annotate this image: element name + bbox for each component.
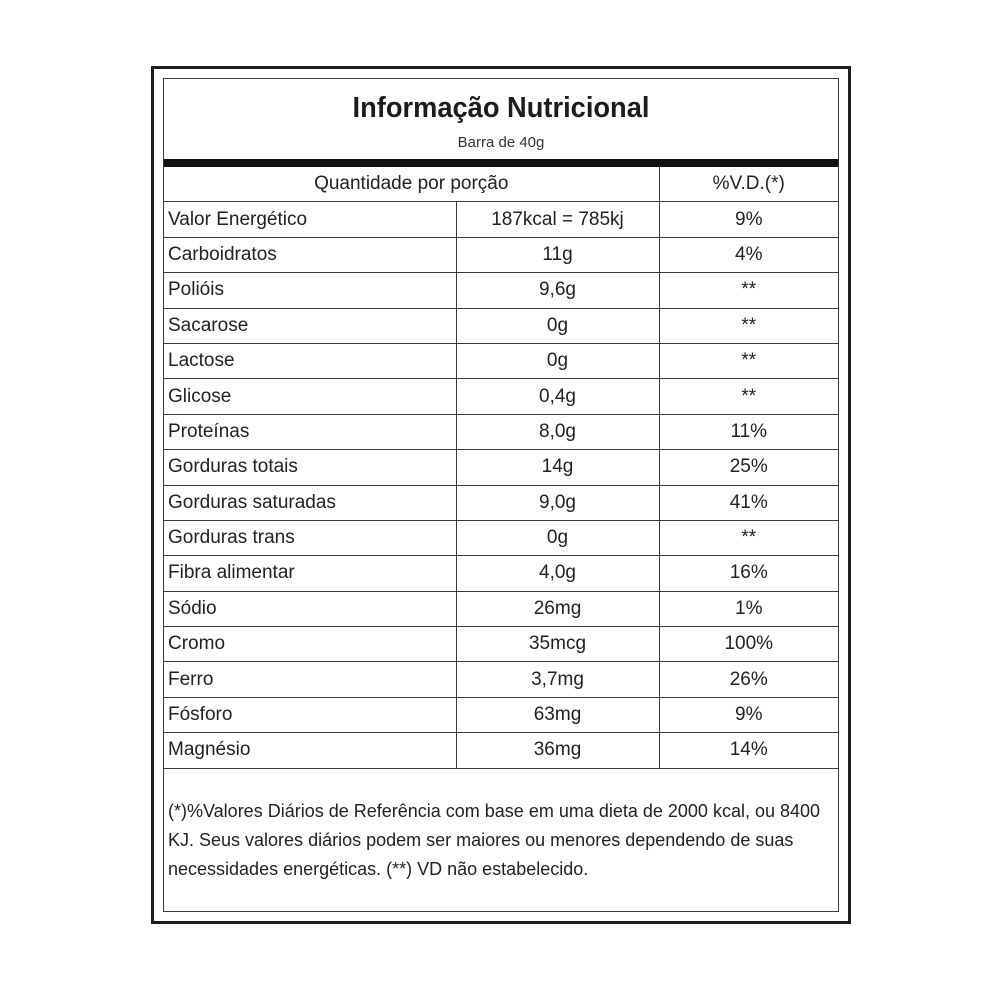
nutrition-label-inner-frame [163,78,839,912]
nutrient-name: Valor Energético [164,202,456,237]
nutrient-daily-value: 9% [659,697,838,732]
nutrient-quantity: 4,0g [456,556,659,591]
nutrient-row [164,343,838,378]
nutrient-row [164,556,838,591]
nutrient-name: Glicose [164,379,456,414]
nutrient-row [164,273,838,308]
nutrient-quantity: 9,6g [456,273,659,308]
nutrient-name: Gorduras totais [164,450,456,485]
nutrition-label [151,66,851,924]
column-header-daily-value: %V.D.(*) [659,167,838,202]
nutrient-name: Polióis [164,273,456,308]
nutrient-quantity: 0g [456,308,659,343]
nutrient-daily-value: 25% [659,450,838,485]
nutrient-daily-value: 1% [659,591,838,626]
nutrient-row [164,627,838,662]
nutrient-daily-value: 41% [659,485,838,520]
nutrient-daily-value: 26% [659,662,838,697]
nutrient-daily-value: ** [659,343,838,378]
nutrient-row [164,379,838,414]
nutrient-daily-value: ** [659,520,838,555]
footnote: (*)%Valores Diários de Referência com base em uma dieta de 2000 kcal, ou 8400 KJ. Seus valores diários podem ser maiores ou menores dependendo de suas necessidades energéticas. (**) VD não estabelecido. [168,801,821,879]
nutrient-quantity: 0g [456,343,659,378]
nutrient-daily-value: 9% [659,202,838,237]
nutrient-name: Gorduras trans [164,520,456,555]
nutrient-row [164,237,838,272]
nutrient-row [164,308,838,343]
nutrient-daily-value: ** [659,379,838,414]
nutrient-name: Sacarose [164,308,456,343]
nutrient-row [164,485,838,520]
nutrient-name: Fósforo [164,697,456,732]
nutrient-row [164,520,838,555]
nutrient-row [164,202,838,237]
header-divider [164,159,838,167]
serving-size: Barra de 40g [457,134,545,151]
nutrient-name: Proteínas [164,414,456,449]
nutrient-name: Magnésio [164,733,456,768]
nutrient-row [164,414,838,449]
nutrient-daily-value: 4% [659,237,838,272]
nutrient-name: Lactose [164,343,456,378]
nutrient-name: Fibra alimentar [164,556,456,591]
nutrient-quantity: 9,0g [456,485,659,520]
nutrient-name: Gorduras saturadas [164,485,456,520]
nutrient-name: Ferro [164,662,456,697]
nutrient-quantity: 36mg [456,733,659,768]
nutrient-daily-value: ** [659,308,838,343]
nutrient-row [164,662,838,697]
nutrient-name: Carboidratos [164,237,456,272]
table-header-row [164,167,838,202]
nutrient-quantity: 26mg [456,591,659,626]
nutrient-quantity: 35mcg [456,627,659,662]
nutrient-name: Cromo [164,627,456,662]
nutrient-quantity: 11g [456,237,659,272]
nutrient-row [164,450,838,485]
nutrient-quantity: 8,0g [456,414,659,449]
label-title: Informação Nutricional [352,92,650,124]
nutrient-daily-value: 11% [659,414,838,449]
nutrient-quantity: 14g [456,450,659,485]
nutrient-daily-value: ** [659,273,838,308]
nutrient-quantity: 187kcal = 785kj [456,202,659,237]
nutrient-quantity: 3,7mg [456,662,659,697]
nutrient-quantity: 0,4g [456,379,659,414]
nutrient-row [164,591,838,626]
nutrient-row [164,733,838,768]
nutrition-table [164,167,838,769]
column-header-quantity: Quantidade por porção [164,167,659,202]
label-header [164,79,838,159]
nutrient-daily-value: 16% [659,556,838,591]
nutrient-quantity: 63mg [456,697,659,732]
nutrient-daily-value: 100% [659,627,838,662]
nutrient-quantity: 0g [456,520,659,555]
nutrient-daily-value: 14% [659,733,838,768]
nutrient-name: Sódio [164,591,456,626]
nutrient-row [164,697,838,732]
